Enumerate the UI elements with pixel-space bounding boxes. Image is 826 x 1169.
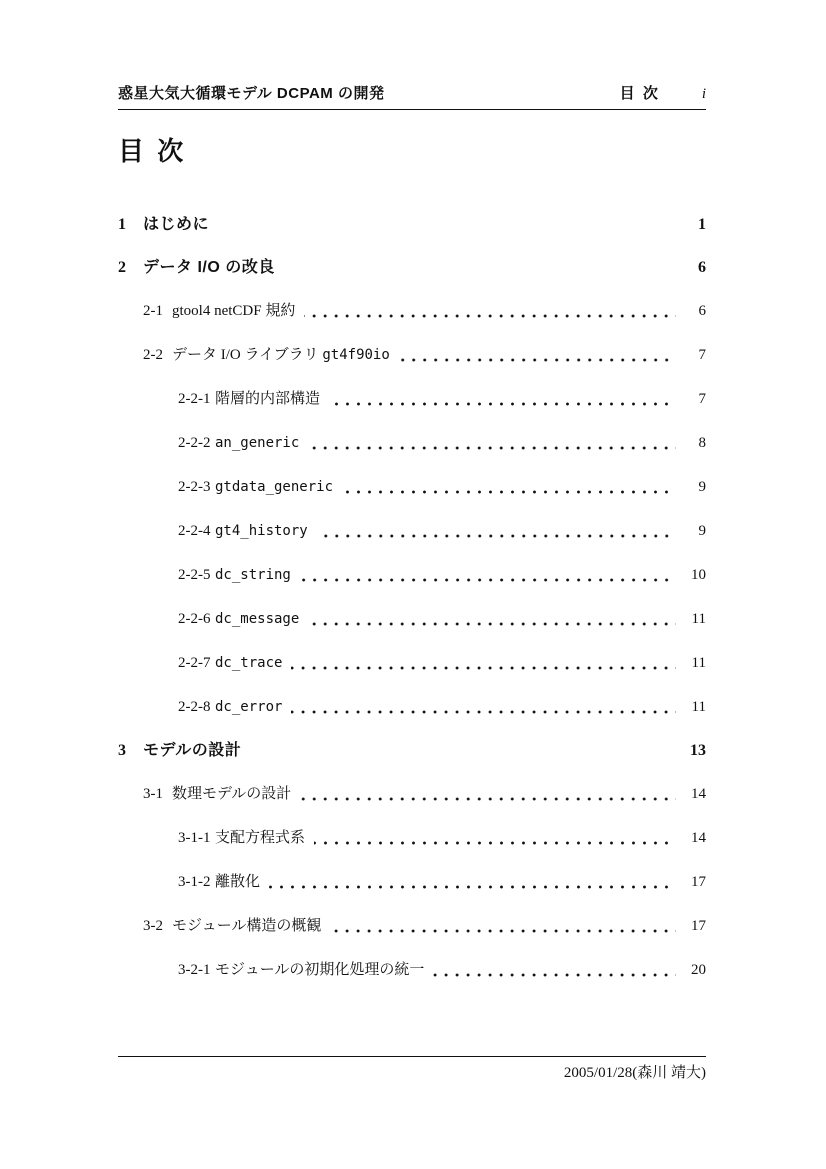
toc-entry-number: 2-2-8 [178, 699, 211, 715]
toc-entry-title [143, 258, 275, 278]
toc-entry-page: 7 [698, 347, 706, 363]
dot-leader [317, 534, 676, 538]
toc-entry-page: 14 [691, 786, 706, 802]
dot-leader [284, 271, 676, 275]
toc-entry-3-2-1 [118, 960, 706, 980]
dot-leader [291, 710, 676, 714]
header-section-label: 目 次 [619, 85, 660, 102]
dot-leader [300, 578, 676, 582]
toc-entry-page: 14 [691, 830, 706, 846]
toc-entry-2-2-3 [118, 477, 706, 497]
toc-entry-2-2-1 [118, 389, 706, 409]
toc-entry-page: 20 [691, 962, 706, 978]
dot-leader [308, 622, 676, 626]
dot-leader [329, 402, 676, 406]
toc-entry-3-1-2 [118, 872, 706, 892]
toc-entry-number: 2-2-5 [178, 567, 211, 583]
toc-entry-page: 9 [698, 479, 706, 495]
toc-entry-title [215, 433, 299, 453]
toc-entry-3-1 [118, 784, 706, 804]
dot-leader [218, 228, 676, 232]
footer-date-author: 2005/01/28(森川 靖大) [563, 1065, 706, 1081]
toc-entry-3 [118, 741, 706, 761]
toc-entry-number: 2-2 [143, 347, 163, 363]
toc-title-text-segment: 階層的内部構造 [215, 391, 321, 407]
toc-entry-number: 1 [118, 216, 126, 233]
toc-entry-title [215, 697, 282, 717]
toc-entry-title [215, 653, 282, 673]
toc-entry-page: 11 [691, 699, 706, 715]
toc-entry-title [215, 477, 333, 497]
toc-title-code-segment: dc_trace [215, 655, 283, 671]
toc-entry-number: 3-2-1 [178, 962, 211, 978]
toc-entry-number: 2-2-2 [178, 435, 211, 451]
toc-entry-2-2-4 [118, 521, 706, 541]
toc-entry-2 [118, 258, 706, 278]
toc-entry-title [172, 916, 321, 936]
toc-entry-3-2 [118, 916, 706, 936]
page-title: 目 次 [118, 136, 187, 166]
toc-entry-title [215, 872, 260, 892]
dot-leader [342, 490, 676, 494]
toc-entry-2-1 [118, 301, 706, 321]
toc-title-code-segment: dc_string [215, 567, 291, 583]
toc-entry-title [172, 784, 291, 804]
toc-entry-2-2-8 [118, 697, 706, 717]
toc-entry-title [215, 389, 320, 409]
toc-entry-page: 10 [691, 567, 706, 583]
toc-entry-number: 2-2-3 [178, 479, 211, 495]
toc-entry-title [172, 345, 390, 365]
running-footer [118, 1056, 706, 1082]
toc-title-code-segment: dc_error [215, 699, 283, 715]
dot-leader [269, 885, 676, 889]
toc-entry-2-2-7 [118, 653, 706, 673]
toc-entry-number: 3 [118, 742, 126, 759]
dot-leader [308, 446, 676, 450]
dot-leader [399, 358, 676, 362]
toc-title-text-segment: はじめに [143, 216, 210, 233]
toc-title-code-segment: gt4f90io [322, 347, 390, 363]
toc-entry-page: 9 [698, 523, 706, 539]
toc-entry-title [143, 215, 209, 235]
toc-entry-page: 11 [691, 611, 706, 627]
toc-entry-number: 2-2-6 [178, 611, 211, 627]
toc-entry-page: 17 [691, 918, 706, 934]
toc-entry-page: 1 [698, 216, 706, 233]
toc-entry-page: 6 [698, 259, 706, 276]
toc-entry-number: 3-1-2 [178, 874, 211, 890]
toc-title-text-segment: モジュールの初期化処理の統一 [215, 962, 425, 978]
toc-entry-page: 7 [698, 391, 706, 407]
dot-leader [250, 754, 676, 758]
toc-entry-2-2-2 [118, 433, 706, 453]
toc-entry-title [172, 301, 295, 321]
toc-entry-2-2-6 [118, 609, 706, 629]
toc-entry-page: 8 [698, 435, 706, 451]
header-doc-title: 惑星大気大循環モデル DCPAM の開発 [118, 85, 385, 102]
toc-entry-title [143, 741, 241, 761]
toc-title-text-segment: モデルの設計 [143, 742, 242, 759]
toc-title-code-segment: gtdata_generic [215, 479, 334, 495]
dot-leader [330, 929, 676, 933]
toc-entry-number: 2-2-4 [178, 523, 211, 539]
toc-entry-title [215, 960, 424, 980]
toc-entry-2-2-5 [118, 565, 706, 585]
toc-entry-number: 2-1 [143, 303, 163, 319]
header-page-number: i [701, 86, 706, 102]
dot-leader [300, 797, 676, 801]
toc-title-text-segment: データ I/O ライブラリ [172, 347, 323, 363]
toc-entry-page: 11 [691, 655, 706, 671]
toc-entry-number: 2 [118, 259, 126, 276]
toc-entry-number: 3-2 [143, 918, 163, 934]
dot-leader [314, 841, 676, 845]
toc-title-text-segment: 数理モデルの設計 [172, 786, 292, 802]
toc-list [118, 215, 706, 1004]
toc-entry-title [215, 609, 299, 629]
toc-title-code-segment: gt4_history [215, 523, 308, 539]
toc-title-text-segment: 離散化 [215, 874, 261, 890]
toc-entry-3-1-1 [118, 828, 706, 848]
toc-entry-page: 6 [698, 303, 706, 319]
toc-entry-number: 2-2-1 [178, 391, 211, 407]
dot-leader [291, 666, 676, 670]
toc-entry-page: 13 [690, 742, 706, 759]
toc-title-text-segment: 支配方程式系 [215, 830, 306, 846]
toc-title-text-segment: データ I/O の改良 [143, 259, 275, 276]
toc-entry-number: 3-1-1 [178, 830, 211, 846]
dot-leader [433, 973, 676, 977]
header-right-group [620, 82, 706, 103]
toc-entry-2-2 [118, 345, 706, 365]
toc-entry-number: 3-1 [143, 786, 163, 802]
toc-title-text-segment: gtool4 netCDF 規約 [172, 303, 296, 319]
toc-title-code-segment: an_generic [215, 435, 300, 451]
running-header [118, 82, 706, 110]
toc-entry-number: 2-2-7 [178, 655, 211, 671]
toc-title-text-segment: モジュール構造の概観 [172, 918, 322, 934]
toc-entry-title [215, 521, 308, 541]
dot-leader [304, 314, 676, 318]
toc-entry-title [215, 828, 305, 848]
toc-entry-1 [118, 215, 706, 235]
toc-entry-page: 17 [691, 874, 706, 890]
toc-title-code-segment: dc_message [215, 611, 300, 627]
toc-entry-title [215, 565, 291, 585]
